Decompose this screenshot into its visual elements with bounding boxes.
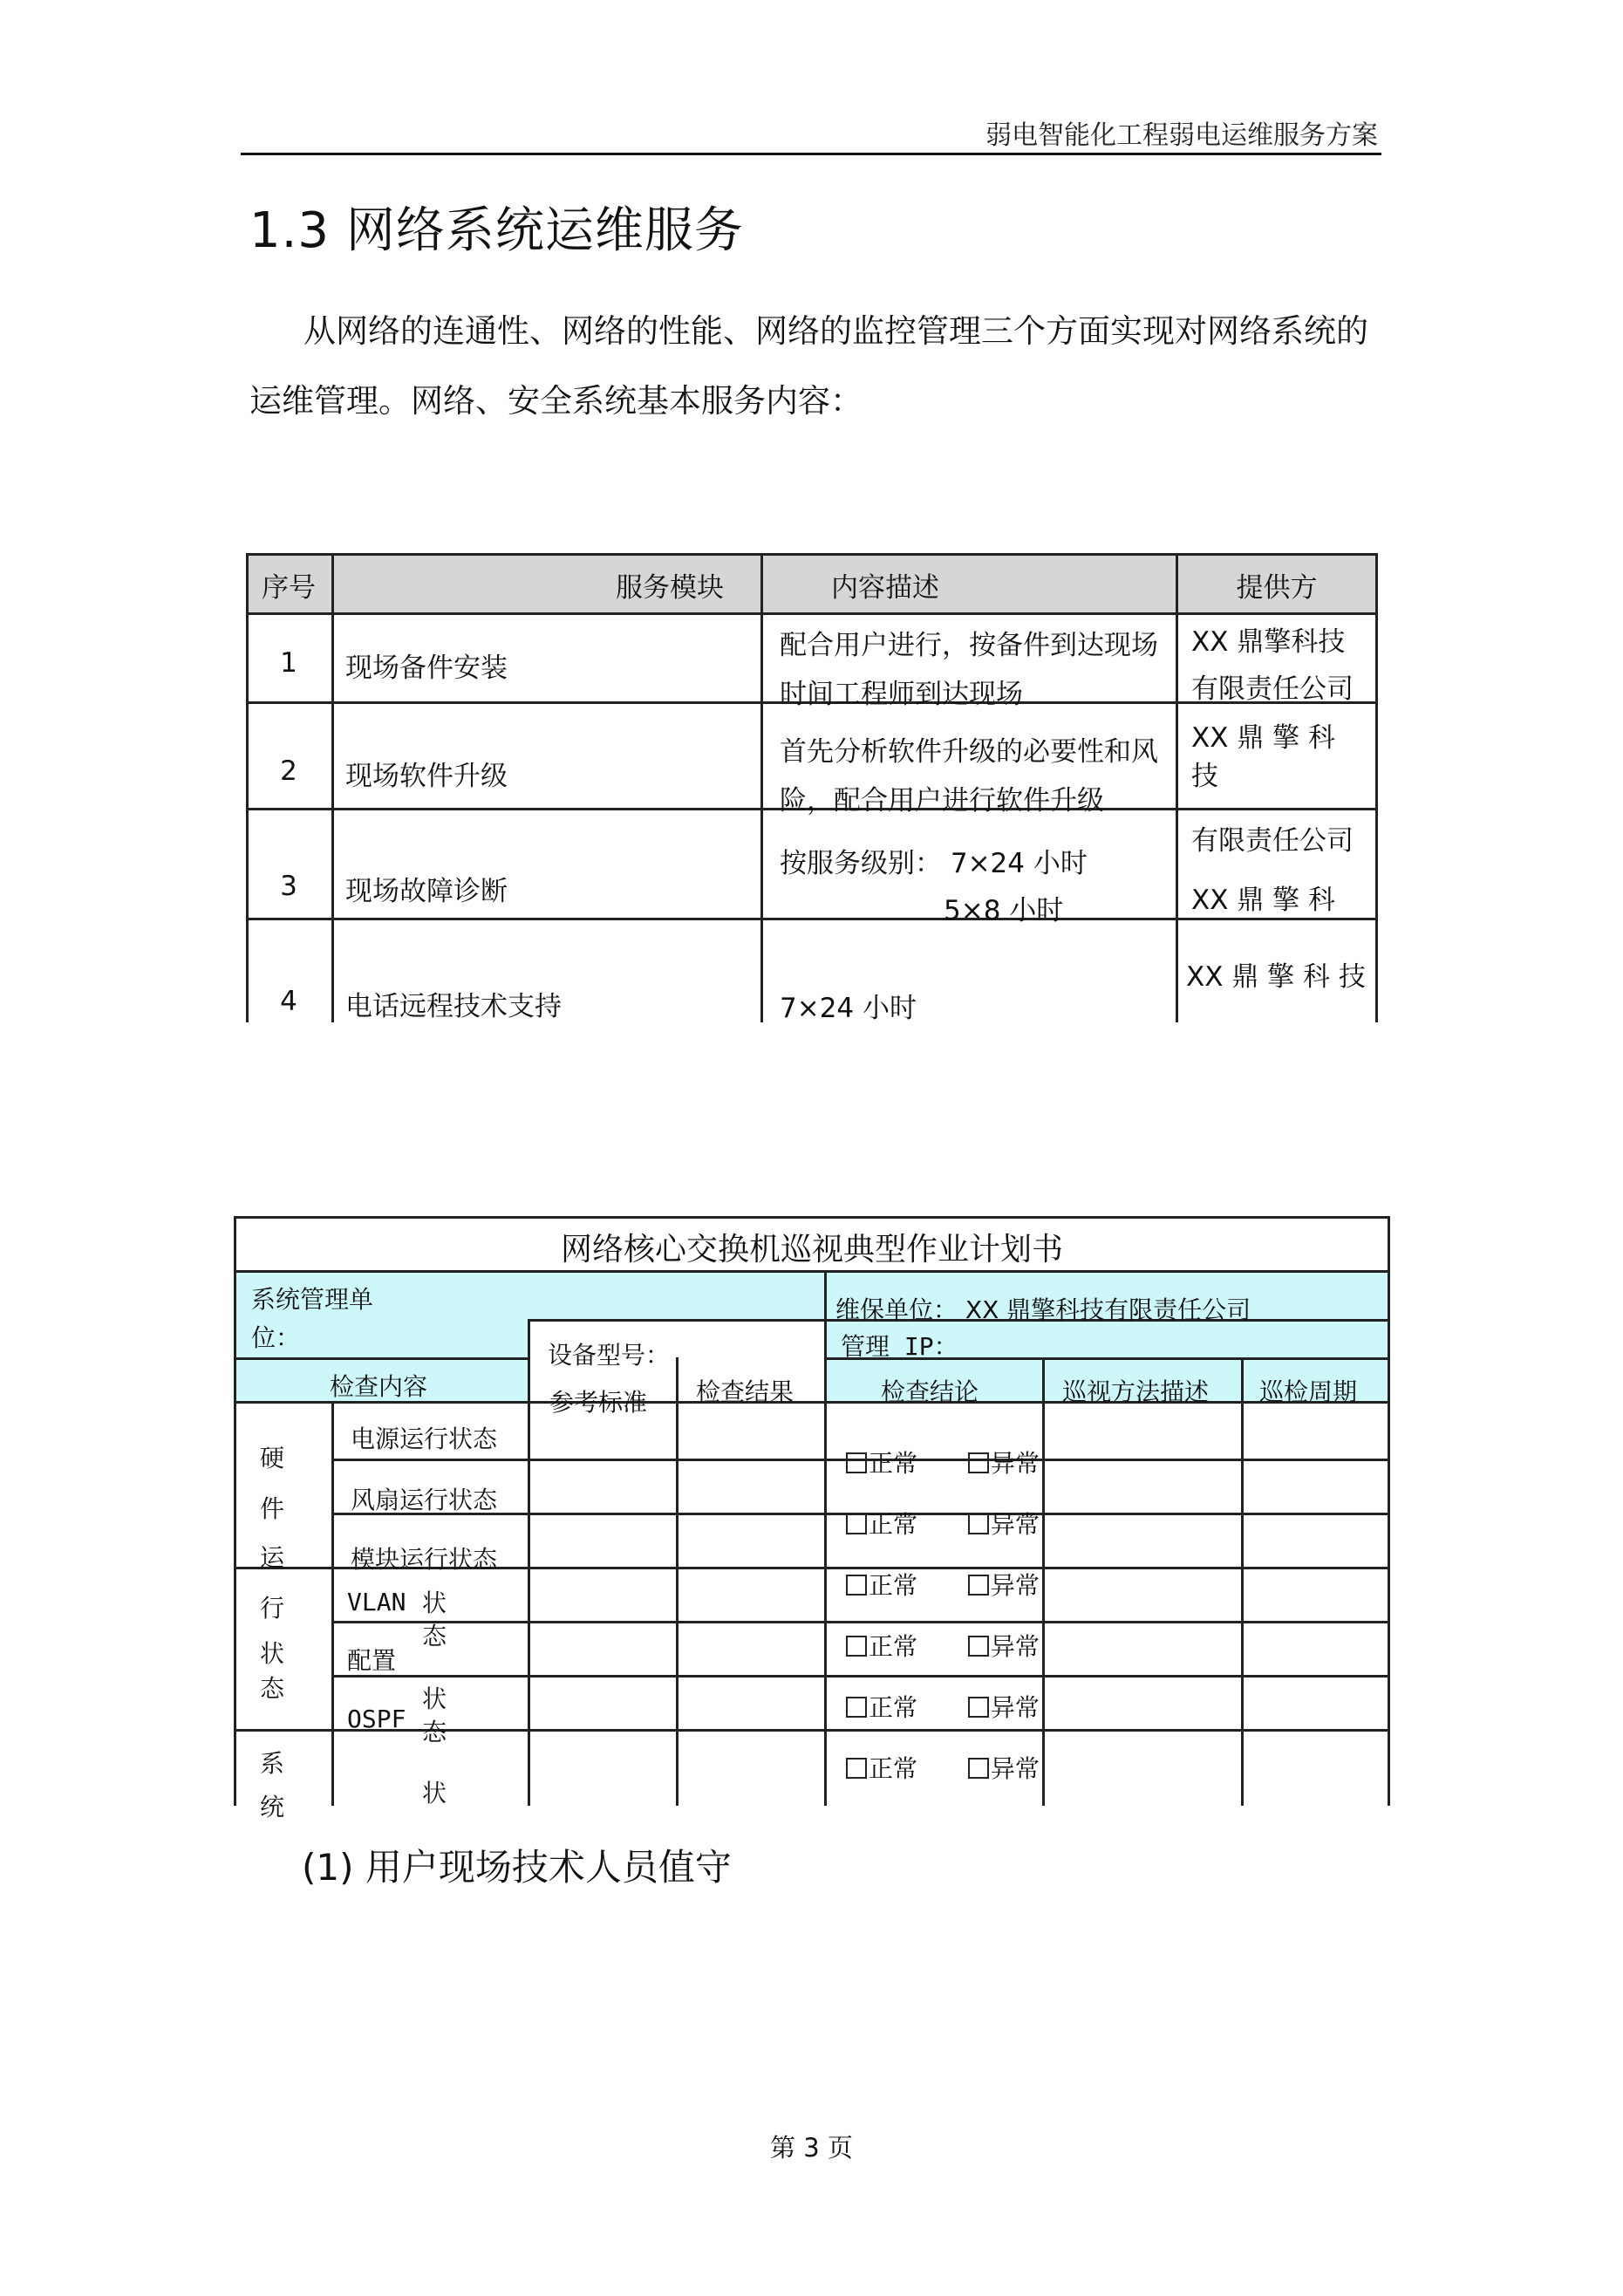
intro-paragraph — [249, 297, 1383, 436]
normal-label: 正常 — [869, 1632, 918, 1661]
service-table — [246, 553, 1378, 1022]
row-1-provider-1: XX 鼎擎科技 — [1191, 626, 1346, 658]
conclusion-row-2 — [846, 1506, 1040, 1541]
rule — [331, 553, 334, 1022]
checkbox-normal[interactable] — [846, 1697, 867, 1718]
checkbox-normal[interactable] — [846, 1575, 867, 1596]
row-3-provider-2: XX 鼎 擎 科 — [1191, 885, 1336, 916]
item-power: 电源运行状态 — [351, 1425, 498, 1453]
row-2-no: 2 — [280, 755, 297, 787]
row-2-module: 现场软件升级 — [345, 761, 508, 792]
row-3-desc-2: 5×8 小时 — [944, 895, 1064, 926]
header-check-result: 检查结果 — [696, 1377, 794, 1406]
rule — [1176, 553, 1178, 1022]
rule — [234, 1216, 1390, 1219]
rule — [1375, 553, 1378, 1022]
rule — [1241, 1357, 1244, 1806]
rule — [676, 1357, 679, 1806]
conclusion-row-4 — [846, 1628, 1040, 1663]
item-ospf-a: OSPF — [347, 1705, 406, 1733]
inspection-plan-table — [234, 1216, 1390, 1821]
device-model-label: 设备型号： — [548, 1341, 671, 1370]
row-4-module: 电话远程技术支持 — [345, 991, 562, 1022]
running-header: 弱电智能化工程弱电运维服务方案 — [985, 120, 1378, 151]
row-1-desc-1: 配合用户进行，按备件到达现场 — [780, 630, 1158, 661]
header-inspect-cycle: 巡检周期 — [1259, 1377, 1358, 1406]
abnormal-label: 异常 — [990, 1449, 1040, 1478]
row-1-no: 1 — [280, 647, 297, 679]
rule — [246, 553, 249, 1022]
maint-unit: 维保单位： XX 鼎擎科技有限责任公司 — [835, 1295, 1251, 1324]
rule — [824, 1270, 827, 1806]
group-3-char-1: 系 — [260, 1749, 285, 1778]
normal-label: 正常 — [869, 1571, 918, 1600]
conclusion-row-1 — [846, 1445, 1040, 1479]
normal-label: 正常 — [869, 1693, 918, 1722]
row-3-module: 现场故障诊断 — [345, 876, 508, 907]
item-fan: 风扇运行状态 — [351, 1486, 498, 1514]
normal-label: 正常 — [869, 1510, 918, 1539]
rule — [234, 1729, 1390, 1732]
group-2-char-3: 态 — [260, 1674, 285, 1703]
checkbox-abnormal[interactable] — [968, 1575, 989, 1596]
sys-unit-label-a: 系统管理单 — [251, 1285, 374, 1314]
rule — [760, 553, 763, 1022]
row-2-provider-1: XX 鼎 擎 科 — [1191, 722, 1336, 754]
group-2-char-1: 行 — [260, 1594, 285, 1623]
row-3-desc-1: 按服务级别： 7×24 小时 — [780, 848, 1088, 879]
rule — [331, 1401, 334, 1806]
header-check-conclusion: 检查结论 — [881, 1377, 979, 1406]
item-ospf-b: 状 — [422, 1684, 447, 1713]
header-ref-std: 参考标准 — [549, 1388, 648, 1417]
intro-line-2: 运维管理。网络、安全系统基本服务内容： — [249, 382, 863, 420]
intro-line-1: 从网络的连通性、网络的性能、网络的监控管理三个方面实现对网络系统的 — [303, 312, 1368, 350]
row-3-no: 3 — [280, 871, 297, 902]
abnormal-label: 异常 — [990, 1571, 1040, 1600]
group-1-char-2: 件 — [260, 1494, 285, 1523]
mgmt-ip-label: 管理 IP： — [841, 1332, 958, 1361]
group-2-char-2: 状 — [260, 1639, 285, 1668]
conclusion-row-3 — [846, 1567, 1040, 1602]
row-1-module: 现场备件安装 — [345, 653, 508, 684]
checkbox-normal[interactable] — [846, 1452, 867, 1473]
checkbox-normal[interactable] — [846, 1636, 867, 1657]
group-1-char-3: 运 — [260, 1543, 285, 1572]
header-inspect-method: 巡视方法描述 — [1062, 1377, 1210, 1406]
checkbox-abnormal[interactable] — [968, 1452, 989, 1473]
row-1-provider-2: 有限责任公司 — [1191, 673, 1354, 705]
row-4-no: 4 — [280, 986, 297, 1017]
checkbox-abnormal[interactable] — [968, 1514, 989, 1534]
rule — [528, 1319, 530, 1806]
normal-label: 正常 — [869, 1754, 918, 1783]
item-last: 状 — [422, 1779, 447, 1807]
header-module: 服务模块 — [616, 572, 724, 604]
item-vlan-c: 态 — [422, 1622, 447, 1650]
group-3-char-2: 统 — [260, 1793, 285, 1821]
row-2-provider-2: 技 — [1191, 761, 1218, 792]
rule — [234, 1270, 1390, 1273]
rule — [246, 612, 1378, 615]
rule — [234, 1357, 530, 1360]
item-vlan-b: 状 — [422, 1589, 447, 1617]
row-3-provider-1: 有限责任公司 — [1191, 825, 1354, 857]
rule — [246, 553, 1378, 556]
abnormal-label: 异常 — [990, 1510, 1040, 1539]
rule — [246, 918, 1378, 920]
normal-label: 正常 — [869, 1449, 918, 1478]
header-rule — [241, 153, 1381, 155]
row-1-desc-2: 时间工程师到达现场 — [780, 679, 1023, 710]
item-ospf-c: 态 — [422, 1718, 447, 1746]
checkbox-abnormal[interactable] — [968, 1636, 989, 1657]
conclusion-row-6 — [846, 1750, 1040, 1785]
row-4-desc-1: 7×24 小时 — [780, 993, 917, 1024]
item-vlan-a: VLAN — [347, 1588, 406, 1616]
sys-unit-label-b: 位： — [251, 1323, 301, 1352]
subheading: (1) 用户现场技术人员值守 — [302, 1846, 732, 1889]
page-number: 第 3 页 — [770, 2133, 853, 2163]
checkbox-abnormal[interactable] — [968, 1758, 989, 1779]
checkbox-normal[interactable] — [846, 1758, 867, 1779]
header-no: 序号 — [262, 572, 316, 604]
abnormal-label: 异常 — [990, 1632, 1040, 1661]
rule — [1042, 1357, 1045, 1806]
group-1-char-1: 硬 — [260, 1444, 285, 1473]
plan-title: 网络核心交换机巡视典型作业计划书 — [560, 1232, 1063, 1268]
rule — [234, 1216, 236, 1806]
header-desc: 内容描述 — [831, 572, 939, 604]
section-title: 1.3 网络系统运维服务 — [249, 202, 744, 259]
header-check-content: 检查内容 — [330, 1372, 428, 1401]
row-4-provider-1: XX 鼎 擎 科 技 — [1186, 961, 1366, 993]
rule — [1388, 1216, 1390, 1806]
item-module: 模块运行状态 — [351, 1545, 498, 1574]
row-2-desc-1: 首先分析软件升级的必要性和风 — [780, 736, 1158, 768]
item-vlan-d: 配置 — [347, 1646, 397, 1675]
row-2-desc-2: 险，配合用户进行软件升级 — [780, 785, 1104, 817]
header-provider: 提供方 — [1236, 572, 1318, 604]
conclusion-row-5 — [846, 1689, 1040, 1724]
abnormal-label: 异常 — [990, 1693, 1040, 1722]
rule — [333, 1675, 1390, 1678]
abnormal-label: 异常 — [990, 1754, 1040, 1783]
checkbox-abnormal[interactable] — [968, 1697, 989, 1718]
rule — [333, 1621, 1390, 1623]
checkbox-normal[interactable] — [846, 1514, 867, 1534]
